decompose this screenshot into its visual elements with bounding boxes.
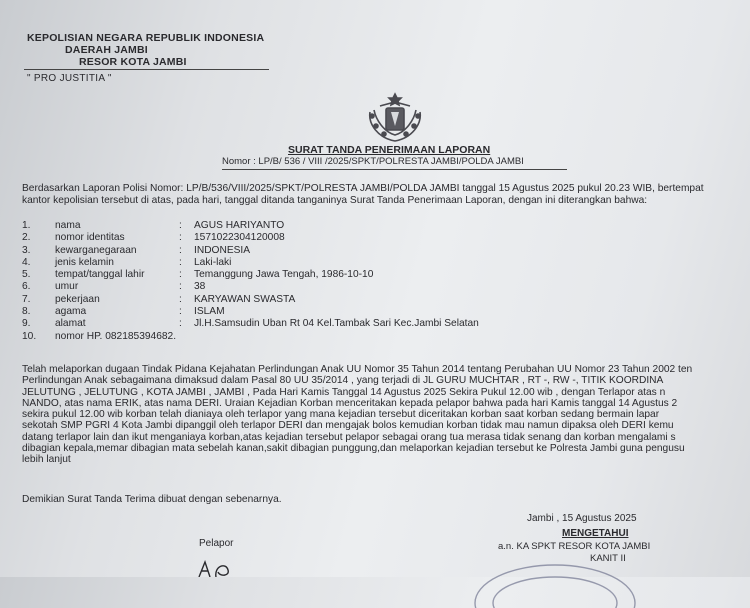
pelapor-label: Pelapor — [199, 538, 234, 549]
row-label: nama — [55, 220, 81, 231]
row-number: 4. — [22, 256, 31, 268]
row-number: 8. — [22, 306, 31, 318]
row-value: 1571022304120008 — [194, 232, 285, 244]
letterhead — [27, 32, 264, 68]
row-number: 5. — [22, 269, 31, 281]
letterhead-line-3: RESOR KOTA JAMBI — [79, 56, 187, 68]
row-number: 6. — [22, 281, 31, 293]
row-value: Laki-laki — [194, 256, 232, 268]
report-document: KEPOLISIAN NEGARA REPUBLIK INDONESIA DAERAH JAMBI RESOR KOTA JAMBI " PRO JUSTITIA " SURAT TANDA PENERIMAAN LAPORAN Nomor : LP/B/ 536 / VIII /2025/SPKT/POLRESTA JAMBI/POLDA JAMBI Berdasarkan Laporan Polisi Nomor: LP/B/536/VIII/2025/SPKT/POLRESTA JAMBI/POLDA JAMBI tanggal 15 Agustus 2025 pukul 20.23 WIB, bertempat kantor kepolisian tersebut di atas, pada hari, tanggal ditanda tanganinya Surat Tanda Penerimaan Laporan, dengan ini diterangkan bahwa: 1. nama : AGUS HARIYANTO 2. nomor identitas : 1571022304120008 3. kewarganegaraan : INDONESIA 4. jenis kelamin : Laki-laki 5. tempat/tanggal lahir : Temanggung Jawa Tengah, 1986-10-10 6. umur : 38 7. pekerjaan : KARYAWAN SWASTA 8. agama : ISLAM 9. alamat : Jl.H.Samsudin Uban Rt 04 Kel.Tambak Sari Kec.Jambi Selatan 10. nomor HP. 082185394682. Telah melaporkan dugaan Tindak Pidana Kejahatan Perlindungan Anak UU Nomor 35 Tahun 2014 tentang Perubahan UU Nomor 23 Tahun 2002 ten Perlindungan Anak sebagaimana dimaksud dalam Pasal 80 UU 35/2014 , yang terjadi di JL GURU MUCHTAR , RT -, RW -, TITIK KOORDINA JELUTUNG , JELUTUNG , KOTA JAMBI , JAMBI , Pada Hari Kamis Tanggal 14 Agustus 2025 Sekira Pukul 12.00 wib , dengan Terlapor atas n NANDO, atas nama ERIK, atas nama DERI. Uraian Kejadian Korban menceritakan kepada pelapor bahwa pada hari Kamis tanggal 14 Agustus 2 sekira pukul 12.00 wib korban telah dianiaya oleh terlapor yang mana kejadian tersebut diceritakan korban saat korban sedang bermain lapar sekotah SMP PGRI 4 Kota Jambi dipanggil oleh terlapor DERI dan mengajak bolos kemudian korban tidak mau namun dipaksa oleh DERI kemu datang terlapor lain dan ikut menganiaya korban,atas kejadian tersebut pelapor sebagai orang tua merasa tidak senang dan korban mengalami s dibagian kepala,memar dibagian mata sebelah kanan,sakit dibagian punggung,dan melaporkan kejadian tersebut ke Polresta Jambi guna pengusu lebih lanjut Demikian Surat Tanda Terima dibuat dengan sebenarnya. Jambi , 15 Agustus 2025 MENGETAHUI a.n. KA SPKT RESOR KOTA JAMBI KANIT II Pelapor — [0, 0, 750, 577]
row-label: nomor identitas — [55, 232, 125, 244]
row-label: tempat/tanggal lahir — [55, 269, 145, 281]
intro-line: Berdasarkan Laporan Polisi Nomor: LP/B/536/VIII/2025/SPKT/POLRESTA JAMBI/POLDA JAMBI tanggal 15 Agustus 2025 pukul 20.23 WIB, bertempat — [22, 183, 704, 194]
body-line: sekotah SMP PGRI 4 Kota Jambi dipanggil oleh terlapor DERI dan mengajak bolos kemudian korban tidak mau namun dipaksa oleh DERI kemu — [22, 420, 674, 432]
body-line: Perlindungan Anak sebagaimana dimaksud dalam Pasal 80 UU 35/2014 , yang terjadi di JL GURU MUCHTAR , RT -, RW -, TITIK KOORDINA — [22, 375, 664, 387]
row-label: kewarganegaraan — [55, 244, 137, 256]
intro-line: kantor kepolisian tersebut di atas, pada hari, tanggal ditanda tanganinya Surat Tanda Penerimaan Laporan, dengan ini diterangkan bahwa: — [22, 195, 648, 206]
official-stamp-icon — [460, 548, 720, 608]
mengetahui-label: MENGETAHUI — [562, 528, 629, 539]
body-line: Telah melaporkan dugaan Tindak Pidana Kejahatan Perlindungan Anak UU Nomor 35 Tahun 2014 tentang Perubahan UU Nomor 23 Tahun 2002 ten — [22, 364, 693, 375]
signatory-unit: KANIT II — [590, 553, 626, 564]
letterhead-underline — [24, 69, 269, 70]
row-number: 10. — [22, 330, 37, 342]
document-number: Nomor : LP/B/ 536 / VIII /2025/SPKT/POLRESTA JAMBI/POLDA JAMBI — [222, 156, 524, 167]
report-body — [22, 364, 692, 466]
pro-justitia-label: " PRO JUSTITIA " — [27, 73, 112, 84]
letterhead-line-1: KEPOLISIAN NEGARA REPUBLIK INDONESIA — [27, 32, 265, 44]
body-line: dibagian kepala,memar dibagian mata sebelah kanan,sakit dibagian punggung,dan melaporkan kejadian tersebut ke Polresta Jambi guna pengusu — [22, 443, 685, 455]
row-number: 2. — [22, 232, 31, 244]
row-label: alamat — [55, 318, 86, 330]
body-line: JELUTUNG , JELUTUNG , KOTA JAMBI , JAMBI , Pada Hari Kamis Tanggal 14 Agustus 2025 Sekira Pukul 12.00 wib , dengan Terlapor atas n — [22, 386, 666, 398]
row-label: jenis kelamin — [55, 256, 114, 268]
letterhead-line-2: DAERAH JAMBI — [65, 44, 148, 56]
reporter-signature-icon — [196, 560, 236, 577]
row-number: 9. — [22, 318, 31, 330]
document-number-underline — [222, 169, 567, 170]
row-label: pekerjaan — [55, 293, 100, 305]
place-date: Jambi , 15 Agustus 2025 — [527, 513, 637, 524]
row-value: AGUS HARIYANTO — [194, 220, 285, 231]
body-line: NANDO, atas nama ERIK, atas nama DERI. Uraian Kejadian Korban menceritakan kepada pelapor bahwa pada hari Kamis tanggal 14 Agustus 2 — [22, 397, 678, 409]
police-emblem-icon — [360, 88, 430, 144]
row-value: Jl.H.Samsudin Uban Rt 04 Kel.Tambak Sari Kec.Jambi Selatan — [194, 318, 479, 330]
row-number: 3. — [22, 244, 31, 256]
row-value: ISLAM — [194, 306, 225, 318]
row-phone-text: nomor HP. 082185394682. — [55, 330, 177, 342]
row-number: 7. — [22, 293, 31, 305]
row-value: KARYAWAN SWASTA — [194, 293, 296, 305]
intro-paragraph — [22, 183, 704, 207]
body-line: datang terlapor lain dan ikut menganiaya korban,atas kejadian tersebut pelapor sebagai orang tua merasa tidak senang dan korban mengalami s — [22, 431, 676, 443]
closing-statement: Demikian Surat Tanda Terima dibuat dengan sebenarnya. — [22, 494, 282, 505]
signatory-title: a.n. KA SPKT RESOR KOTA JAMBI — [498, 541, 651, 552]
row-label: agama — [55, 306, 87, 318]
row-value: INDONESIA — [194, 244, 251, 256]
row-value: Temanggung Jawa Tengah, 1986-10-10 — [194, 269, 374, 281]
body-line: sekira pukul 12.00 wib korban telah dianiaya oleh terlapor yang mana kejadian tersebut diceritakan korban saat korban sedang bermain lapar — [22, 409, 660, 421]
row-value: 38 — [194, 281, 206, 293]
row-number: 1. — [22, 220, 31, 231]
row-label: umur — [55, 281, 79, 293]
body-line: lebih lanjut — [22, 454, 71, 466]
document-title: SURAT TANDA PENERIMAAN LAPORAN — [288, 144, 491, 156]
